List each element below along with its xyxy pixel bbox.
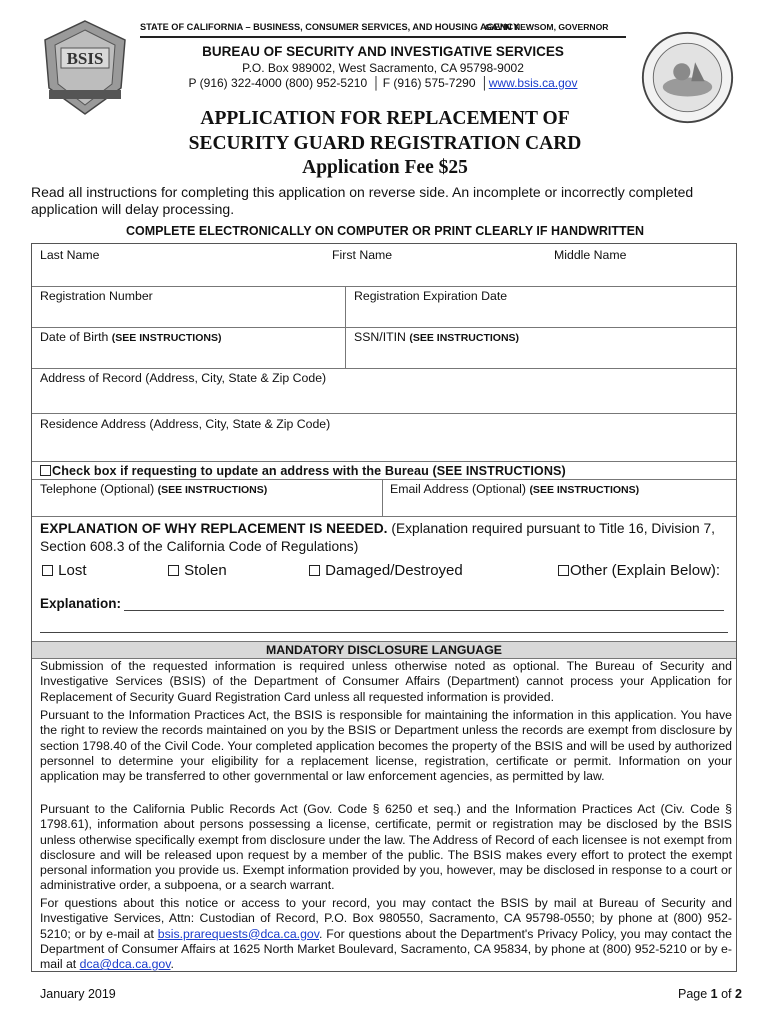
row-divider [32,327,736,328]
bsis-logo [35,18,135,118]
other-label: Other (Explain Below): [570,562,721,579]
title-line-2: SECURITY GUARD REGISTRATION CARD [188,133,582,154]
damaged-label: Damaged/Destroyed [325,562,463,579]
form-date: January 2019 [40,987,116,1001]
residence-address-label[interactable]: Residence Address (Address, City, State & Zip Code) [40,417,331,431]
bureau-address: P.O. Box 989002, West Sacramento, CA 95798-9002 [242,61,524,75]
registration-expiration-label[interactable]: Registration Expiration Date [354,289,508,303]
middle-name-label: Middle Name [554,248,627,262]
page-prefix: Page [678,987,711,1001]
disclosure-paragraph: Pursuant to the Information Practices Act, the BSIS is responsible for maintaining the information in this application. You have the right to review the records maintained on you by the BSIS or Department unless the records are exempt from disclosure by section 1798.40 of the Civil Code. Your completed application becomes the property of the BSIS and will be used by authorized personnel to determine your eligibility for a replacement license, registration, certificate or permit. Information on your application may be transferred to other governmental or law enforcement agencies, as permitted by law. [40,708,732,784]
explanation-heading: EXPLANATION OF WHY REPLACEMENT IS NEEDED. [40,521,388,536]
lost-checkbox[interactable] [42,565,53,576]
explanation-line[interactable] [124,610,724,611]
option-other[interactable] [558,562,720,579]
update-address-text: Check box if requesting to update an address with the Bureau (SEE INSTRUCTIONS) [52,464,566,478]
row-divider [32,368,736,369]
contact-text: . [170,957,174,972]
row-divider [32,413,736,414]
page-number: 1 [710,987,718,1001]
row-divider [32,516,736,517]
ssn-text: SSN/ITIN [354,330,406,344]
see-instructions-note: (SEE INSTRUCTIONS) [111,332,222,344]
dob-label[interactable] [40,330,221,344]
see-instructions-note: (SEE INSTRUCTIONS) [409,332,520,344]
disclosure-heading: MANDATORY DISCLOSURE LANGUAGE [32,641,736,659]
update-address-checkbox[interactable] [40,465,51,476]
disclosure-paragraph: Submission of the requested information is required unless otherwise noted as optional. The Bureau of Security and Investigative Services (BSIS) of the Department of Consumer Affairs (Department) cannot process your Application for Replacement of Security Guard Registration Card unless all requested information is provided. [40,659,732,704]
agency-line: STATE OF CALIFORNIA – BUSINESS, CONSUMER SERVICES, AND HOUSING AGENCY [140,22,520,32]
email-label[interactable] [390,482,639,496]
row-divider [32,461,736,462]
disclosure-paragraph: Pursuant to the California Public Records Act (Gov. Code § 6250 et seq.) and the Information Practices Act (Civ. Code § 1798.61), information about persons possessing a license, certificate, permit or registration may be disclosed by the BSIS unless otherwise specifically exempt from disclosure under the law. The Address of Record of each licensee is not exempt from disclosure and will be released upon request by a member of the public. The BSIS makes every effort to protect the exempt personal information you provide us. Exempt information provided by you, however, may be disclosed in response to a court or administrative order, a subpoena, or a search warrant. [40,802,732,893]
damaged-checkbox[interactable] [309,565,320,576]
telephone-label[interactable] [40,482,267,496]
option-lost[interactable] [42,562,87,579]
explanation-text: (Explanation required pursuant to Title 16, Division 7, Section 608.3 of the California Code of Regulations) [40,521,715,554]
phone-text: P (916) 322-4000 (800) 952-5210 [188,76,368,90]
contact-text: . For questions about the Department's Privacy Policy, you may contact the Department of Consumer Affairs at 1625 North Market Boulevard, Sacramento, CA 95834, by phone at (800) 952-5210 or by e-mail at [40,926,732,972]
explanation-line[interactable] [40,632,728,633]
explanation-instructions [40,520,730,556]
contact-text: For questions about this notice or access to your record, you may contact the BSIS by mail at Bureau of Security and Investigative Services, Attn: Custodian of Record, P.O. Box 980550, Sacramento, CA 95798-0550; by phone at (800) 952-5210; or by e-mail at [40,896,732,941]
lost-label: Lost [58,562,87,579]
see-instructions-note: (SEE INSTRUCTIONS) [529,484,640,496]
bureau-name: BUREAU OF SECURITY AND INVESTIGATIVE SERVICES [202,44,564,59]
email-text: Email Address (Optional) [390,482,527,496]
complete-note: COMPLETE ELECTRONICALLY ON COMPUTER OR PRINT CLEARLY IF HANDWRITTEN [125,224,645,238]
governor-line: GAVIN NEWSOM, GOVERNOR [485,22,609,32]
dca-email-link[interactable]: dca@dca.ca.gov [79,957,171,972]
explanation-label: Explanation: [40,596,122,611]
registration-number-label[interactable]: Registration Number [40,289,153,303]
svg-text:BSIS: BSIS [66,49,104,68]
page-indicator [678,987,742,1001]
address-of-record-label[interactable]: Address of Record (Address, City, State & Zip Code) [40,371,327,385]
column-divider [382,479,383,516]
fax-text: F (916) 575-7290 [382,76,476,90]
application-fee: Application Fee $25 [302,157,468,178]
update-address-option[interactable] [40,464,566,478]
title-line-1: APPLICATION FOR REPLACEMENT OF [200,108,570,129]
page-total: 2 [735,987,742,1001]
bureau-contact: P (916) 322-4000 (800) 952-5210 │ F (916) 575-7290 │www.bsis.ca.gov [188,76,578,90]
website-link[interactable]: www.bsis.ca.gov [488,76,578,90]
stolen-checkbox[interactable] [168,565,179,576]
other-checkbox[interactable] [558,565,569,576]
row-divider [32,286,736,287]
ssn-label[interactable] [354,330,519,344]
stolen-label: Stolen [184,562,227,579]
option-stolen[interactable] [168,562,227,579]
page-of: of [717,987,735,1001]
telephone-text: Telephone (Optional) [40,482,155,496]
header-rule [140,36,626,38]
application-form [31,243,737,972]
first-name-label: First Name [332,248,393,262]
disclosure-paragraph [40,896,732,972]
see-instructions-note: (SEE INSTRUCTIONS) [157,484,268,496]
option-damaged[interactable] [309,562,463,579]
bsis-email-link[interactable]: bsis.prarequests@dca.ca.gov [157,926,319,941]
dob-text: Date of Birth [40,330,109,344]
intro-text: Read all instructions for completing this application on reverse side. An incomplete or incorrectly completed application will delay processing. [31,184,694,217]
last-name-label: Last Name [40,248,100,262]
row-divider [32,479,736,480]
